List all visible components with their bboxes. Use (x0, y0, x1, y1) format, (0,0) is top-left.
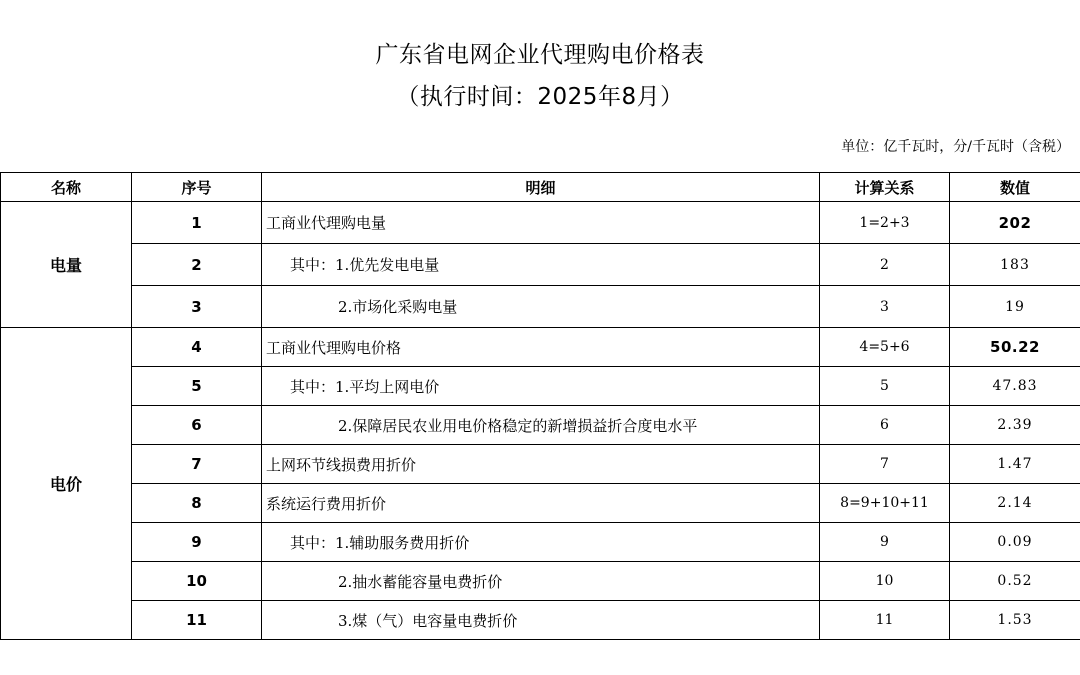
row-value: 0.09 (950, 523, 1080, 562)
row-value: 1.53 (950, 601, 1080, 640)
row-detail: 系统运行费用折价 (262, 484, 820, 523)
table-row (1, 328, 1080, 367)
row-calc: 1=2+3 (820, 202, 950, 244)
row-value: 183 (950, 244, 1080, 286)
row-calc: 5 (820, 367, 950, 406)
header-name: 名称 (1, 173, 132, 202)
row-detail: 工商业代理购电量 (262, 202, 820, 244)
row-value: 50.22 (950, 328, 1080, 367)
page-title: 广东省电网企业代理购电价格表 (375, 42, 705, 68)
row-calc: 4=5+6 (820, 328, 950, 367)
row-calc: 3 (820, 286, 950, 328)
row-seq: 2 (132, 244, 262, 286)
table-row (1, 601, 1080, 640)
table-header-row (1, 173, 1080, 202)
table-row (1, 484, 1080, 523)
row-detail: 2.市场化采购电量 (262, 286, 820, 328)
row-seq: 6 (132, 406, 262, 445)
row-seq: 4 (132, 328, 262, 367)
table-row (1, 367, 1080, 406)
table-row (1, 244, 1080, 286)
row-seq: 9 (132, 523, 262, 562)
table-row (1, 406, 1080, 445)
row-calc: 8=9+10+11 (820, 484, 950, 523)
row-detail: 其中：1.平均上网电价 (262, 367, 820, 406)
header-seq: 序号 (132, 173, 262, 202)
row-detail: 其中：1.辅助服务费用折价 (262, 523, 820, 562)
table-row (1, 562, 1080, 601)
row-detail: 2.保障居民农业用电价格稳定的新增损益折合度电水平 (262, 406, 820, 445)
row-calc: 6 (820, 406, 950, 445)
row-seq: 1 (132, 202, 262, 244)
row-detail: 3.煤（气）电容量电费折价 (262, 601, 820, 640)
row-value: 202 (950, 202, 1080, 244)
row-seq: 7 (132, 445, 262, 484)
price-table (0, 172, 1080, 640)
row-seq: 11 (132, 601, 262, 640)
row-value: 47.83 (950, 367, 1080, 406)
row-detail: 2.抽水蓄能容量电费折价 (262, 562, 820, 601)
page-subtitle: （执行时间：2025年8月） (396, 84, 684, 110)
row-detail: 上网环节线损费用折价 (262, 445, 820, 484)
table-row (1, 202, 1080, 244)
header-calc: 计算关系 (820, 173, 950, 202)
table-row (1, 286, 1080, 328)
row-calc: 7 (820, 445, 950, 484)
row-value: 0.52 (950, 562, 1080, 601)
header-detail: 明细 (262, 173, 820, 202)
row-seq: 10 (132, 562, 262, 601)
table-row (1, 445, 1080, 484)
unit-note: 单位：亿千瓦时，分/千瓦时（含税） (841, 139, 1070, 155)
row-seq: 8 (132, 484, 262, 523)
row-value: 19 (950, 286, 1080, 328)
row-calc: 10 (820, 562, 950, 601)
row-detail: 工商业代理购电价格 (262, 328, 820, 367)
row-calc: 11 (820, 601, 950, 640)
row-value: 2.39 (950, 406, 1080, 445)
row-detail: 其中：1.优先发电电量 (262, 244, 820, 286)
row-value: 1.47 (950, 445, 1080, 484)
table-row (1, 523, 1080, 562)
row-calc: 9 (820, 523, 950, 562)
row-seq: 3 (132, 286, 262, 328)
row-calc: 2 (820, 244, 950, 286)
row-value: 2.14 (950, 484, 1080, 523)
category-price: 电价 (1, 328, 132, 640)
header-value: 数值 (950, 173, 1080, 202)
category-quantity: 电量 (1, 202, 132, 328)
row-seq: 5 (132, 367, 262, 406)
